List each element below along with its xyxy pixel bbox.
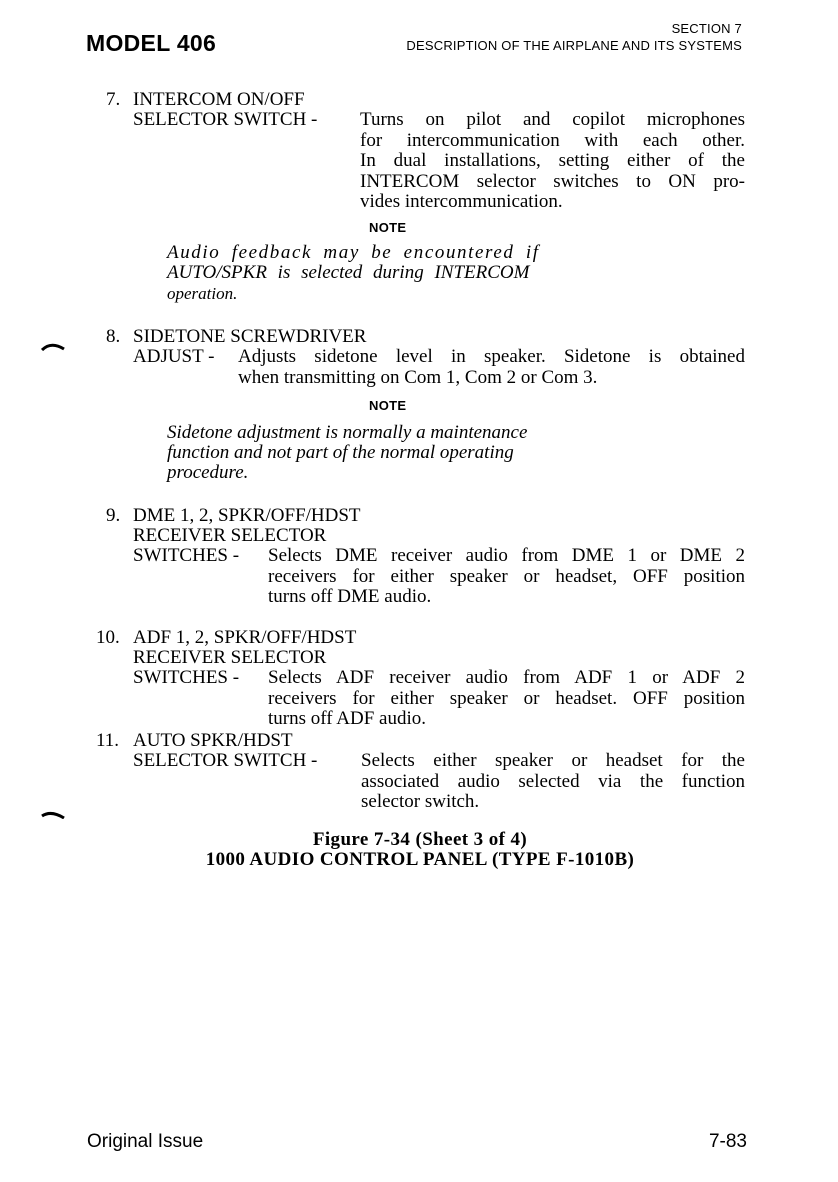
item-11-number: 11. [96,730,120,751]
item-8-description [238,347,745,388]
desc-line: receivers for either speaker or headset, OFF position [268,565,745,587]
desc-line: Selects ADF receiver audio from ADF 1 or ADF 2 [268,667,745,688]
item-8-title-line2: ADJUST - [133,346,215,367]
desc-line: turns off ADF audio. [268,708,426,729]
item-8-note-line3: procedure. [167,462,249,483]
desc-line: selector switch. [361,791,480,812]
item-7-note-line3: operation. [167,284,238,303]
desc-line: vides intercommunication. [360,191,563,212]
figure-title: 1000 AUDIO CONTROL PANEL (TYPE F-1010B) [205,849,635,870]
section-title: DESCRIPTION OF THE AIRPLANE AND ITS SYSTEMS [406,38,742,53]
item-10-title-line1: ADF 1, 2, SPKR/OFF/HDST [133,627,357,648]
item-7-note-line2: AUTO/SPKR is selected during INTERCOM [167,262,530,283]
item-10-number: 10. [96,627,120,648]
model-title: MODEL 406 [86,30,217,56]
desc-line: Selects DME receiver audio from DME 1 or DME 2 [268,545,745,566]
item-11-description [361,751,745,813]
item-10-title-line2: RECEIVER SELECTOR [133,647,327,668]
desc-line: Selects either speaker or headset for the [361,750,745,771]
item-11-title-line2: SELECTOR SWITCH - [133,750,318,771]
footer-issue: Original Issue [87,1131,204,1152]
item-9-number: 9. [106,505,121,526]
item-7-number: 7. [106,89,121,110]
item-7-note-label: NOTE [369,220,407,235]
desc-line: for intercommunication with each other. [360,129,745,151]
item-7-note-line1: Audio feedback may be encountered if [167,242,540,263]
item-9-title-line3: SWITCHES - [133,545,240,566]
desc-line: In dual installations, setting either of the [360,150,745,171]
item-9-title-line1: DME 1, 2, SPKR/OFF/HDST [133,505,361,526]
item-11-title-line1: AUTO SPKR/HDST [133,730,293,751]
item-10-title-line3: SWITCHES - [133,667,240,688]
item-8-note-label: NOTE [369,398,407,413]
revision-mark-icon [41,341,65,351]
item-9-description [268,546,745,608]
figure-number: Figure 7-34 (Sheet 3 of 4) [312,829,528,850]
desc-line: Adjusts sidetone level in speaker. Sidetone is obtained [238,346,745,367]
desc-line: turns off DME audio. [268,586,432,607]
section-number: SECTION 7 [671,21,742,36]
figure-caption [120,830,720,870]
desc-line: when transmitting on Com 1, Com 2 or Com 3. [238,366,598,388]
section-header [406,20,742,54]
item-8-number: 8. [106,326,121,347]
desc-line: INTERCOM selector switches to ON pro- [360,170,745,192]
item-7-description [360,110,745,213]
item-9-title-line2: RECEIVER SELECTOR [133,525,327,546]
desc-line: Turns on pilot and copilot microphones [360,109,745,130]
item-7-title-line2: SELECTOR SWITCH - [133,109,318,130]
item-10-description [268,668,745,730]
desc-line: receivers for either speaker or headset. OFF position [268,687,745,709]
item-8-title-line1: SIDETONE SCREWDRIVER [133,326,367,347]
page-number: 7-83 [708,1131,747,1152]
desc-line: associated audio selected via the function [361,770,745,792]
item-8-note-line2: function and not part of the normal operating [167,442,514,463]
item-7-title-line1: INTERCOM ON/OFF [133,89,305,110]
revision-mark-icon [41,809,65,819]
item-8-note-line1: Sidetone adjustment is normally a maintenance [167,422,528,443]
